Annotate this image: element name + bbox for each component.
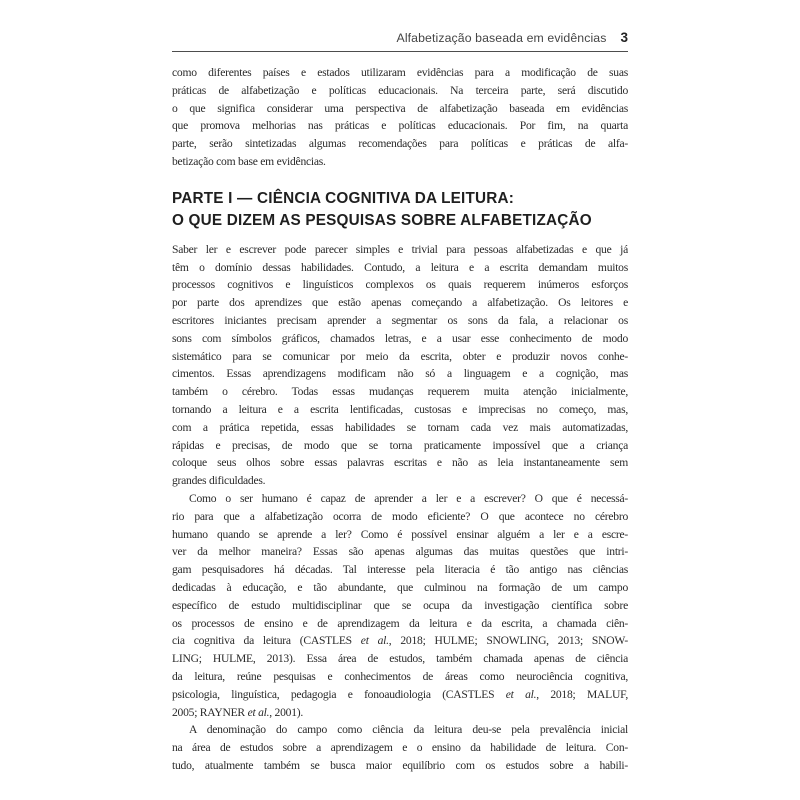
text-line: específico de estudo multidisciplinar que se ocupa da investigação científica sobre bbox=[172, 598, 628, 612]
text-line: Saber ler e escrever pode parecer simples e trivial para pessoas alfabetizadas e que já bbox=[172, 242, 628, 256]
text-line: da leitura, reúne pesquisas e conhecimentos de áreas como neurociência cognitiva, bbox=[172, 669, 628, 683]
text-line: cia cognitiva da leitura (CASTLES et al., 2018; HULME; SNOWLING, 2013; SNOW- bbox=[172, 634, 628, 648]
text-line: por parte dos aprendizes que estão apenas começando a alfabetização. Os leitores e bbox=[172, 296, 628, 310]
text-line: tudo, atualmente também se busca maior equilíbrio com os estudos sobre a habili- bbox=[172, 758, 628, 772]
text-line: têm o domínio dessas habilidades. Contudo, a leitura e a escrita demandam muitos bbox=[172, 260, 628, 274]
part-heading bbox=[172, 188, 628, 232]
page-number: 3 bbox=[620, 30, 628, 45]
text-line: com a prática repetida, essas habilidades se tornam cada vez mais automatizadas, bbox=[172, 420, 628, 434]
text-line: gam pesquisadores há décadas. Tal interesse pela literacia é tão antigo nas ciências bbox=[172, 563, 628, 577]
part-heading-line1: PARTE I — CIÊNCIA COGNITIVA DA LEITURA: bbox=[172, 189, 515, 207]
text-line: tornando a leitura e a escrita lentificadas, custosas e imprecisas no começo, mas, bbox=[172, 402, 628, 416]
paragraph bbox=[172, 241, 628, 490]
text-line: dedicadas à educação, e tão abundante, que culminou na formação de um campo bbox=[172, 580, 628, 594]
text-line: 2005; RAYNER et al., 2001). bbox=[172, 705, 303, 719]
text-line: como diferentes países e estados utilizaram evidências para a modificação de suas bbox=[172, 66, 628, 79]
text-line: humano quando se aprende a ler? Como é possível ensinar alguém a ler e a escre- bbox=[172, 527, 628, 541]
text-line: sons com símbolos gráficos, chamados letras, e a usar esse conhecimento de modo bbox=[172, 331, 628, 345]
text-column bbox=[172, 30, 628, 775]
text-line: ver da melhor maneira? Essas são apenas algumas das muitas questões que intri- bbox=[172, 545, 628, 559]
text-line: também o cérebro. Todas essas mudanças requerem muita atenção inicialmente, bbox=[172, 385, 628, 399]
text-line: que promova melhorias nas práticas e políticas educacionais. Por fim, na quarta bbox=[172, 119, 628, 133]
page-header bbox=[172, 30, 628, 52]
text-line: rio para que a alfabetização ocorra de modo eficiente? O que acontece no cérebro bbox=[172, 509, 628, 523]
text-line: sistemático para se comunicar por meio da escrita, obter e produzir novos conhe- bbox=[172, 349, 628, 363]
running-title: Alfabetização baseada em evidências bbox=[396, 31, 607, 45]
text-line: coloque seus olhos sobre essas palavras escritas e não as leia instantaneamente sem bbox=[172, 456, 628, 470]
text-line: o que significa considerar uma perspectiva de alfabetização baseada em evidências bbox=[172, 101, 628, 115]
paragraph bbox=[172, 721, 628, 774]
paragraph bbox=[172, 64, 628, 171]
text-line: escritores iniciantes precisam aprender a segmentar os sons da fala, a relacionar os bbox=[172, 313, 628, 327]
text-line: os processos de ensino e de aprendizagem da leitura e da escrita, a chamada ciên- bbox=[172, 616, 628, 630]
text-line: processos cognitivos e linguísticos complexos os quais requerem inúmeros esforços bbox=[172, 278, 628, 292]
text-line: grandes dificuldades. bbox=[172, 474, 266, 488]
page-body bbox=[172, 64, 628, 775]
text-line: cimentos. Essas aprendizagens modificam não só a linguagem e a cognição, mas bbox=[172, 367, 628, 381]
text-line: betização com base em evidências. bbox=[172, 154, 326, 168]
intro-paragraph-container bbox=[172, 64, 628, 171]
text-line: Como o ser humano é capaz de aprender a ler e a escrever? O que é necessá- bbox=[189, 491, 628, 505]
text-line: práticas de alfabetização e políticas educacionais. Na terceira parte, será discutido bbox=[172, 83, 628, 97]
part-heading-line2: O QUE DIZEM AS PESQUISAS SOBRE ALFABETIZAÇÃO bbox=[172, 211, 592, 229]
paragraphs-container bbox=[172, 241, 628, 775]
text-line: psicologia, linguística, pedagogia e fonoaudiologia (CASTLES et al., 2018; MALUF, bbox=[172, 687, 628, 701]
text-line: A denominação do campo como ciência da leitura deu-se pela prevalência inicial bbox=[189, 723, 628, 737]
paragraph bbox=[172, 490, 628, 721]
text-line: na área de estudos sobre a aprendizagem e o ensino da habilidade de leitura. Con- bbox=[172, 741, 628, 755]
text-line: parte, serão sintetizadas algumas recomendações para políticas e práticas de alfa- bbox=[172, 137, 628, 151]
text-line: rápidas e precisas, de modo que se torna praticamente impossível que a criança bbox=[172, 438, 628, 452]
text-line: LING; HULME, 2013). Essa área de estudos, também chamada apenas de ciência bbox=[172, 652, 628, 666]
